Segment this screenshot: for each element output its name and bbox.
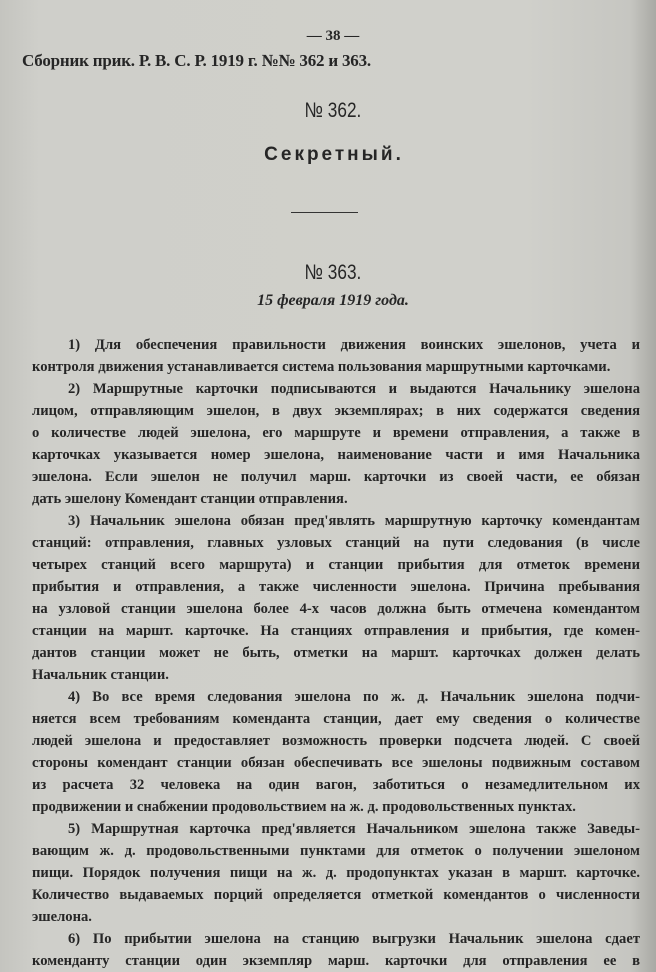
paragraph-line: коменданту станции один экземпляр марш. карточки для отправления ее в <box>32 953 640 969</box>
order-362-classification: Секретный. <box>264 144 404 165</box>
paragraph-2 <box>32 378 640 510</box>
paragraph-line: 6) По прибытии эшелона на станцию выгрузки Начальник эшелона сдает <box>68 931 640 947</box>
paragraph-line: 2) Маршрутные карточки подписываются и выдаются Начальнику эшелона <box>68 381 640 397</box>
paragraph-line: станции на маршт. карточке. На станциях отправления и прибытия, где комен- <box>32 623 640 639</box>
page-number: — 38 — <box>306 28 360 44</box>
paragraph-line: пищи. Порядок получения пищи на ж. д. продопунктах указан в маршт. карточке. <box>32 865 640 881</box>
paragraph-4 <box>32 686 640 818</box>
paragraph-line: на узловой станции эшелона более 4-х часов должна быть отмечена комендантом <box>32 601 640 617</box>
paragraph-line: карточках указывается номер эшелона, наименование части и имя Начальника <box>32 447 640 463</box>
paragraph-line: 3) Начальник эшелона обязан пред'являть маршрутную карточку комендантам <box>68 513 640 529</box>
paragraph-6 <box>32 928 640 972</box>
paragraph-line: прибытия и отправления, а также численности эшелона. Причина пребывания <box>32 579 640 595</box>
paragraph-line: из расчета 32 человека на один вагон, заботиться о незамедлительном их <box>32 777 640 793</box>
paragraph-line: контроля движения устанавливается система пользования маршрутными карточками. <box>32 359 611 375</box>
collection-header: Сборник прик. Р. В. С. Р. 1919 г. №№ 362 и 363. <box>22 51 371 70</box>
paragraph-line: станций: отправления, главных узловых станций на пути следования (в числе <box>32 535 640 551</box>
paragraph-line: лицом, отправляющим эшелон, в двух экземплярах; в них содержатся сведения <box>32 403 640 419</box>
paragraph-line: четырех станций всего маршрута) и станции прибытия для отметок времени <box>32 557 640 573</box>
paragraph-line: няется всем требованиям коменданта станции, дает ему сведения о количестве <box>32 711 640 727</box>
paragraph-line: людей эшелона и предоставляет возможность проверки подсчета людей. С своей <box>32 733 640 749</box>
order-362-number: № 362. <box>304 99 362 122</box>
paragraph-line: эшелона. <box>32 909 92 925</box>
paragraph-line: 5) Маршрутная карточка пред'является Начальником эшелона также Заведы- <box>68 821 640 837</box>
paragraph-1 <box>32 334 640 378</box>
order-363-number: № 363. <box>304 261 362 284</box>
paragraph-line: вающим ж. д. продовольственными пунктами для отметок о получении эшелоном <box>32 843 640 859</box>
paragraph-line: 1) Для обеспечения правильности движения воинских эшелонов, учета и <box>68 337 640 353</box>
paragraph-line: дантов станции может не быть, отметки на маршт. карточках должен делать <box>32 645 640 661</box>
order-363-body <box>32 334 640 972</box>
paragraph-line: дать эшелону Комендант станции отправления. <box>32 491 348 507</box>
paragraph-line: продвижении и снабжении продовольствием на ж. д. продовольственных пунктах. <box>32 799 576 815</box>
paragraph-line: эшелона. Если эшелон не получил марш. карточки из своей части, ее обязан <box>32 469 640 485</box>
paragraph-5 <box>32 818 640 928</box>
paragraph-line: о количестве людей эшелона, его маршруте и времени отправления, а также в <box>32 425 640 441</box>
section-divider <box>291 212 358 213</box>
paragraph-line: Количество выдаваемых порций определяется отметкой комендантов о численности <box>32 887 640 903</box>
paragraph-3 <box>32 510 640 686</box>
paragraph-line: стороны комендант станции обязан обеспечивать все эшелоны подвижным составом <box>32 755 640 771</box>
paragraph-line: 4) Во все время следования эшелона по ж. д. Начальник эшелона подчи- <box>68 689 640 705</box>
order-363-date: 15 февраля 1919 года. <box>257 292 409 309</box>
paragraph-line: Начальник станции. <box>32 667 169 683</box>
